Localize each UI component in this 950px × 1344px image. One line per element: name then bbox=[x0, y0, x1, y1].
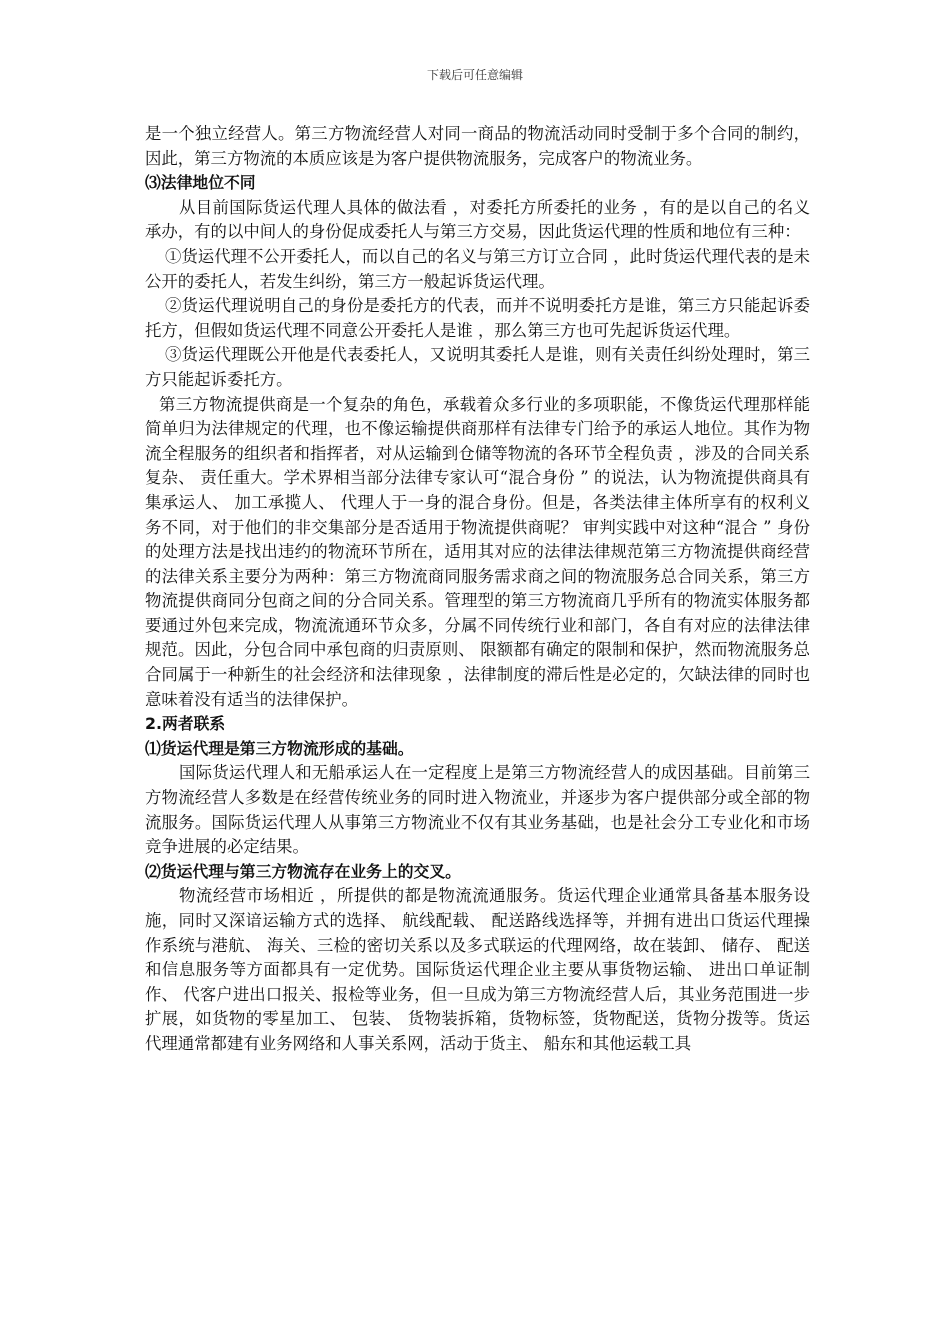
paragraph: 国际货运代理人和无船承运人在一定程度上是第三方物流经营人的成因基础。目前第三方物流经营人多数是在经营传统业务的同时进入物流业，并逐步为客户提供部分或全部的物流服务。国际货运代理人从事第三方物流业不仅有其业务基础，也是社会分工专业化和市场竞争进展的必定结果。 bbox=[145, 763, 810, 857]
section-heading: 2.两者联系 bbox=[145, 714, 226, 734]
list-item: ①货运代理不公开委托人，而以自己的名义与第三方订立合同 ，此时货运代理代表的是未公开的委托人，若发生纠纷，第三方一般起诉货运代理。 bbox=[145, 246, 810, 291]
section-heading: ⑶法律地位不同 bbox=[145, 173, 256, 193]
paragraph: 是一个独立经营人。第三方物流经营人对同一商品的物流活动同时受制于多个合同的制约，因此，第三方物流的本质应该是为客户提供物流服务，完成客户的物流业务。 bbox=[145, 124, 810, 168]
list-item: ③货运代理既公开他是代表委托人，又说明其委托人是谁，则有关责任纠纷处理时，第三方只能起诉委托方。 bbox=[145, 345, 810, 389]
paragraph: 从目前国际货运代理人具体的做法看 ，对委托方所委托的业务 ，有的是以自己的名义承办，有的以中间人的身份促成委托人与第三方交易，因此货运代理的性质和地位有三种： bbox=[145, 197, 810, 242]
document-body bbox=[145, 122, 810, 1057]
paragraph: 第三方物流提供商是一个复杂的角色，承载着众多行业的多项职能，不像货运代理那样能简单归为法律规定的代理，也不像运输提供商那样有法律专门给予的承运人地位。其作为物流全程服务的组织者和指挥者，对从运输到仓储等物流的各环节全程负责 ，涉及的合同关系复杂、 责任重大。学术界相当部分法律专家认可“混合身份 ” 的说法，认为物流提供商具有集承运人、 加工承揽人、 代理人于一身的混合身份。但是，各类法律主体所享有的权利义务不同，对于他们的非交集部分是否适用于物流提供商呢？ 审判实践中对这种“混合 ” 身份的处理方法是找出违约的物流环节所在，适用其对应的法律法律规范第三方物流提供商经营的法律关系主要分为两种：第三方物流商同服务需求商之间的物流服务总合同关系，第三方物流提供商同分包商之间的分合同关系。管理型的第三方物流商几乎所有的物流实体服务都要通过外包来完成，物流流通环节众多，分属不同传统行业和部门，各自有对应的法律法律规范。因此，分包合同中承包商的归责原则、 限额都有确定的限制和保护，然而物流服务总合同属于一种新生的社会经济和法律现象 ，法律制度的滞后性是必定的，欠缺法律的同时也意味着没有适当的法律保护。 bbox=[145, 394, 810, 709]
subsection-heading: ⑴货运代理是第三方物流形成的基础。 bbox=[145, 738, 414, 758]
paragraph: 物流经营市场相近 ，所提供的都是物流流通服务。货运代理企业通常具备基本服务设施，同时又深谙运输方式的选择、 航线配载、 配送路线选择等，并拥有进出口货运代理操作系统与港航、 海关、三检的密切关系以及多式联运的代理网络，故在装卸、 储存、 配送和信息服务等方面都具有一定优势。国际货运代理企业主要从事货物运输、 进出口单证制作、 代客户进出口报关、报检等业务，但一旦成为第三方物流经营人后，其业务范围进一步扩展，如货物的零星加工、 包装、 货物装拆箱，货物标签，货物配送，货物分拨等。货运代理通常都建有业务网络和人事关系网，活动于货主、 船东和其他运载工具 bbox=[145, 886, 810, 1053]
page-header: 下载后可任意编辑 bbox=[426, 68, 523, 82]
subsection-heading: ⑵货运代理与第三方物流存在业务上的交叉。 bbox=[145, 861, 461, 881]
list-item: ②货运代理说明自己的身份是委托方的代表，而并不说明委托方是谁，第三方只能起诉委托方，但假如货运代理不同意公开委托人是谁 ，那么第三方也可先起诉货运代理。 bbox=[145, 296, 810, 340]
